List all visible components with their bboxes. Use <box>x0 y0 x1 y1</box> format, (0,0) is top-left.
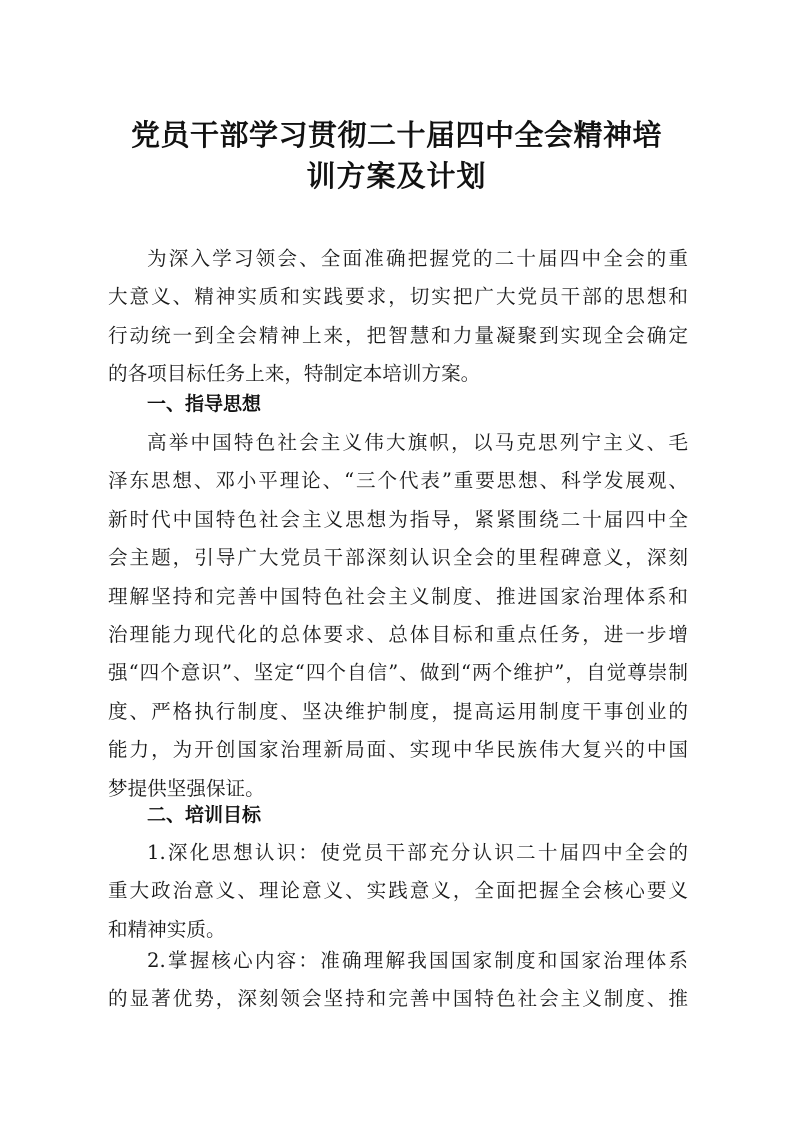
paragraph-line: 能力，为开创国家治理新局面、实现中华民族伟大复兴的中国 <box>108 738 688 762</box>
paragraph-line: 高举中国特色社会主义伟大旗帜，以马克思列宁主义、毛 <box>147 431 688 454</box>
document-title-line-1: 党员干部学习贯彻二十届四中全会精神培 <box>130 118 662 152</box>
paragraph-line: 大意义、精神实质和实践要求，切实把广大党员干部的思想和 <box>108 285 688 309</box>
paragraph-line: 的显著优势，深刻领会坚持和完善中国特色社会主义制度、推 <box>108 987 688 1011</box>
paragraph-line: 会主题，引导广大党员干部深刻认识全会的里程碑意义，深刻 <box>108 546 688 570</box>
paragraph-line: 的各项目标任务上来，特制定本培训方案。 <box>108 362 481 386</box>
section-heading-guiding-ideology: 一、指导思想 <box>147 393 262 415</box>
paragraph-line: 重大政治意义、理论意义、实践意义，全面把握全会核心要义 <box>108 879 688 903</box>
paragraph-line: 新时代中国特色社会主义思想为指导，紧紧围绕二十届四中全 <box>108 507 688 531</box>
paragraph-line: 行动统一到全会精神上来，把智慧和力量凝聚到实现全会确定 <box>108 323 688 347</box>
goal-2-paragraph <box>108 942 688 1019</box>
paragraph-line: 理解坚持和完善中国特色社会主义制度、推进国家治理体系和 <box>108 584 688 608</box>
paragraph-line: 为深入学习领会、全面准确把握党的二十届四中全会的重 <box>147 247 688 270</box>
paragraph-line: 泽东思想、邓小平理论、“三个代表”重要思想、科学发展观、 <box>108 469 688 493</box>
intro-paragraph <box>108 240 688 394</box>
paragraph-line: 和精神实质。 <box>108 917 226 941</box>
document-title-line-2: 训方案及计划 <box>306 159 487 193</box>
paragraph-line: 度、严格执行制度、坚决维护制度，提高运用制度干事创业的 <box>108 699 688 723</box>
paragraph-line: 1.深化思想认识：使党员干部充分认识二十届四中全会的 <box>147 841 688 864</box>
paragraph-line: 治理能力现代化的总体要求、总体目标和重点任务，进一步增 <box>108 622 688 646</box>
section-heading-training-goals: 二、培训目标 <box>147 804 262 826</box>
paragraph-line: 梦提供坚强保证。 <box>108 776 265 800</box>
goal-1-paragraph <box>108 834 688 949</box>
paragraph-line: 2.掌握核心内容：准确理解我国国家制度和国家治理体系 <box>147 949 688 972</box>
paragraph-line: 强“四个意识”、坚定“四个自信”、做到“两个维护”，自觉尊崇制 <box>108 661 688 685</box>
guiding-ideology-paragraph <box>108 424 688 808</box>
